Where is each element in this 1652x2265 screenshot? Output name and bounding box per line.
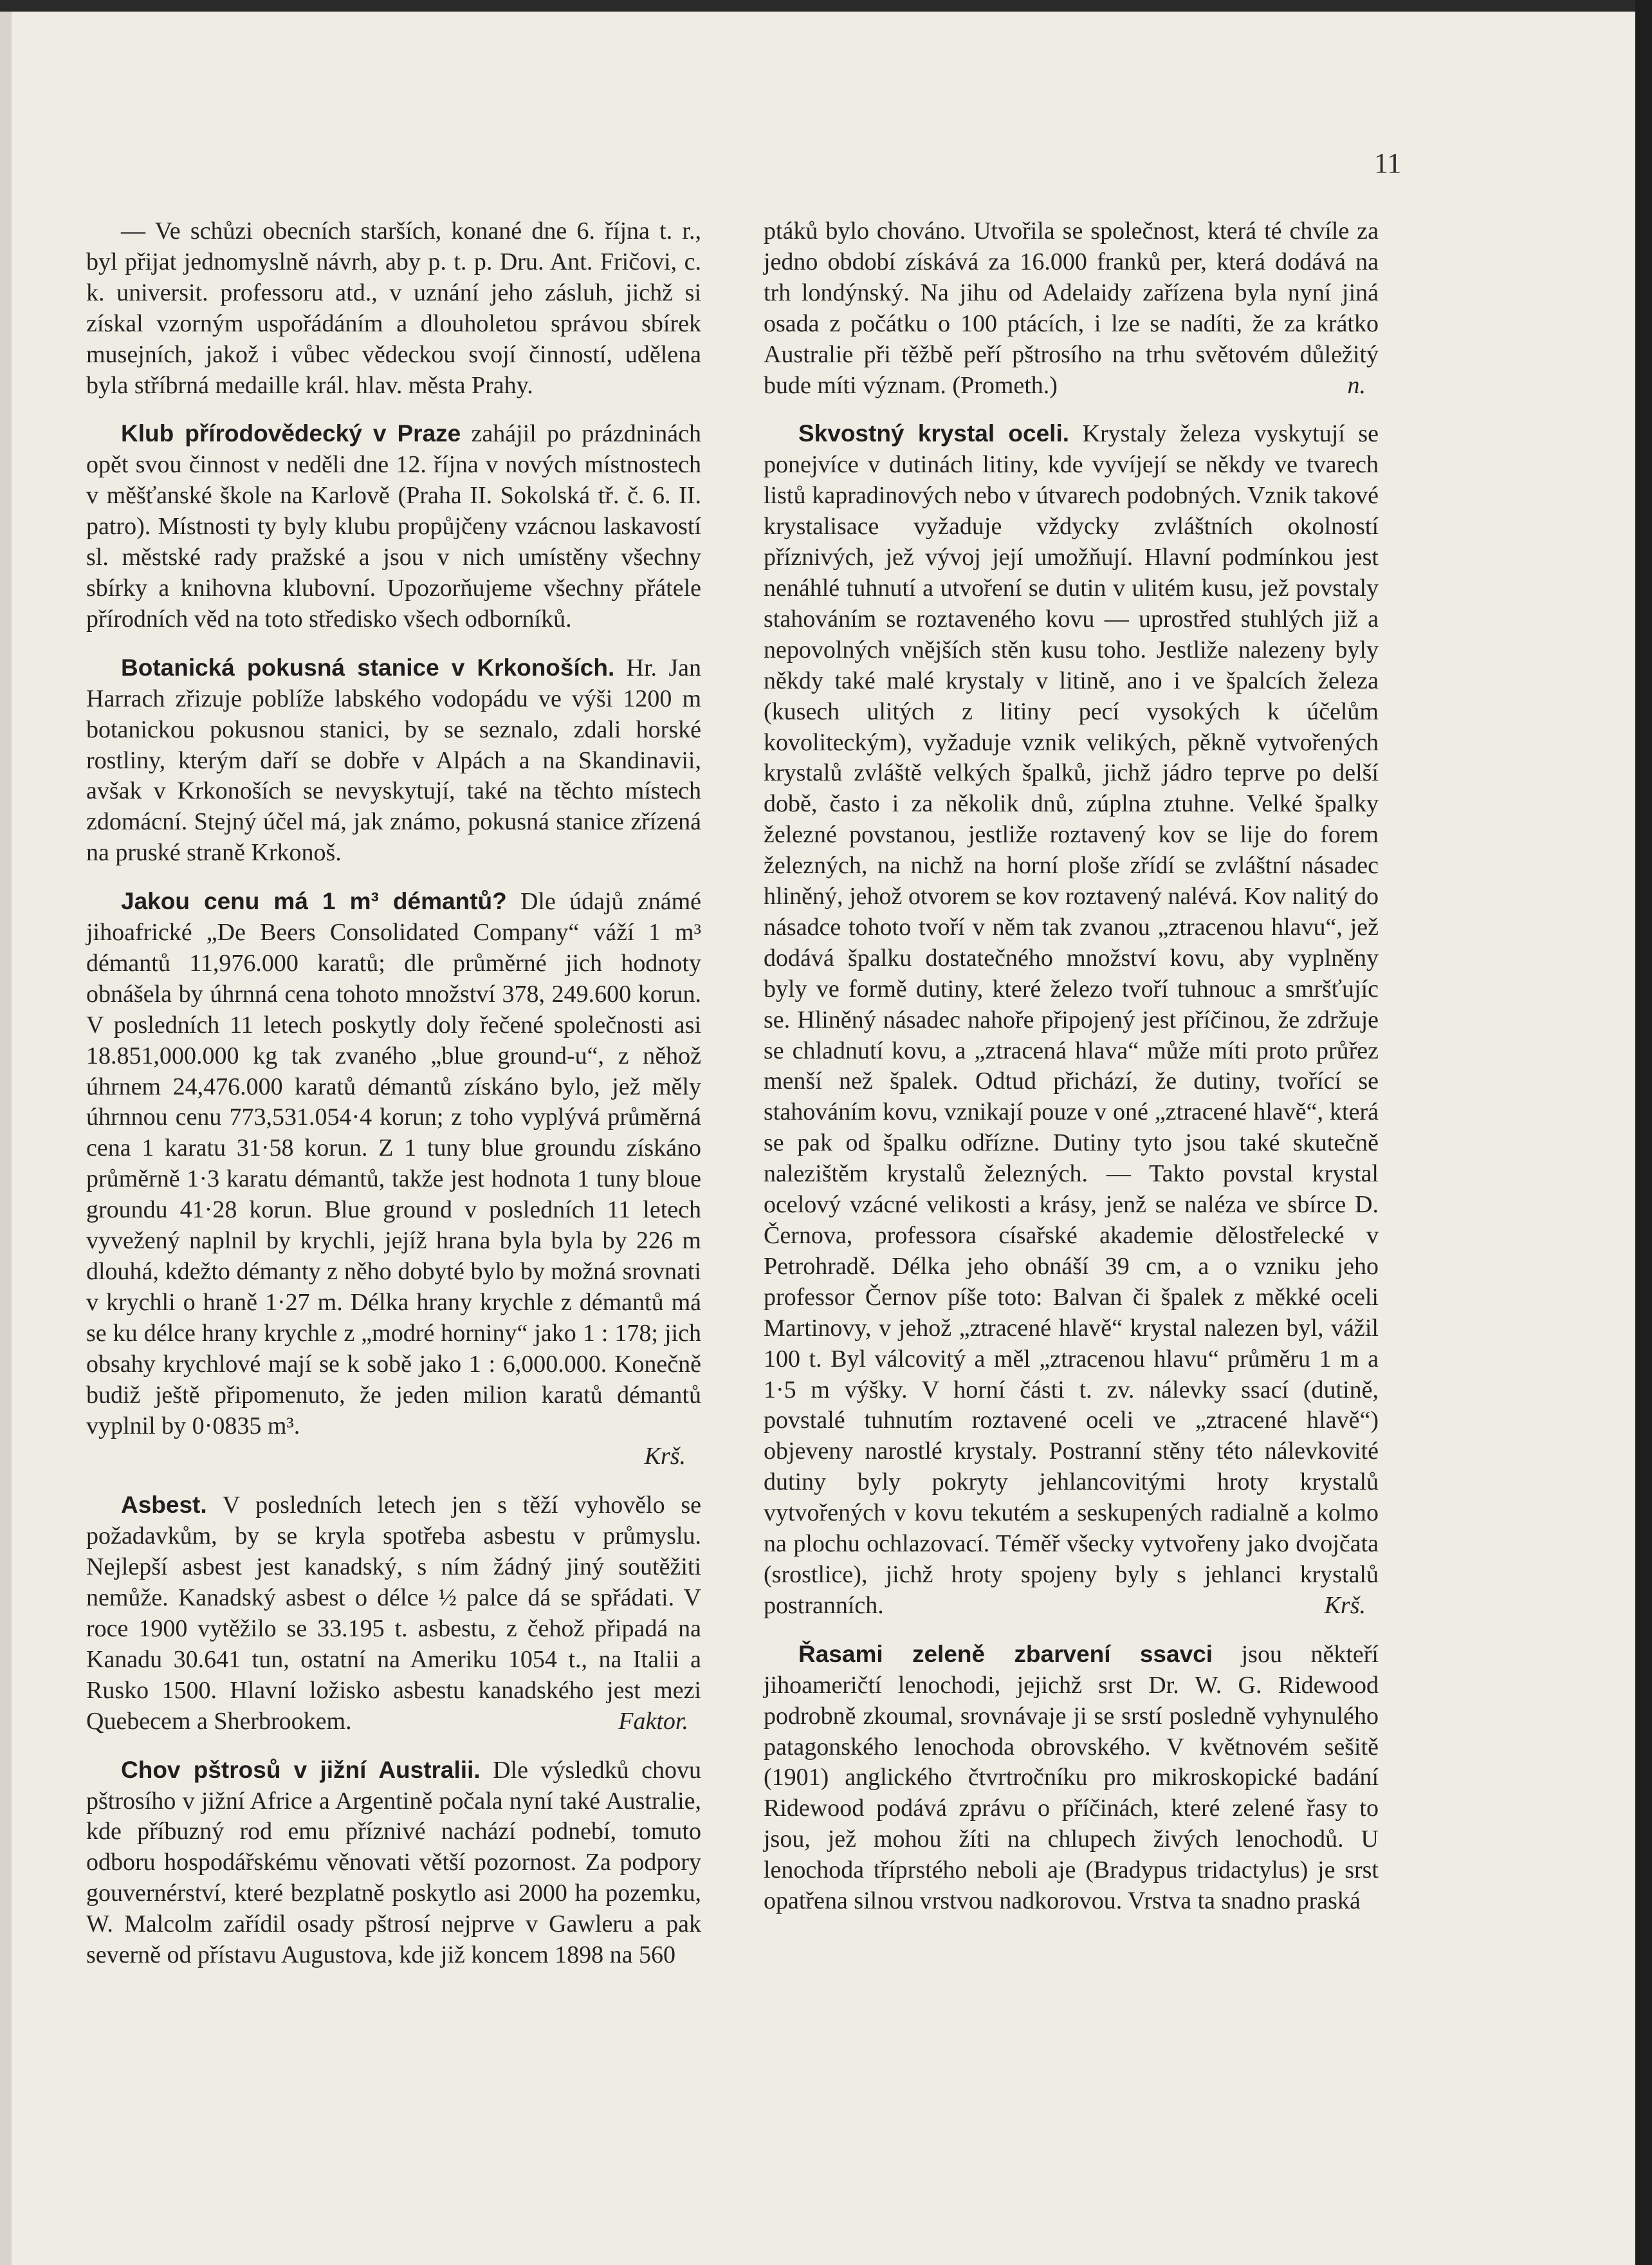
article-chov — [86, 1755, 701, 1971]
scan-edge-top — [0, 0, 1652, 12]
heading-botanicka: Botanická pokusná stanice v Krkonoších. — [121, 654, 615, 681]
heading-skvostny: Skvostný krystal oceli. — [798, 420, 1070, 447]
left-column — [86, 216, 701, 1971]
scan-edge-right — [1635, 0, 1652, 2265]
article-jakou — [86, 886, 701, 1472]
article-rasami — [764, 1639, 1379, 1917]
text-rasami: jsou někteří jihoameričtí lenochodi, jejichž srst Dr. W. G. Ridewood podrobně zkoumal, srovnávaje ji se srstí posledně vyhynulého patagonského lenochoda obrovského. V květnovém sešitě (1901) anglického čtvrtročníku pro mikroskopické badání Ridewood podává zprávu o příčinách, které zelené řasy to jsou, jež mohou žíti na chlupech živých lenochodů. U lenochoda tříprstého neboli aje (Bradypus tridactylus) je srst opatřena silnou vrstvou nadkorovou. Vrstva ta snadno praská — [764, 1640, 1379, 1915]
text-asbest: V posledních letech jen s těží vyhovělo se požadavkům, by se kryla spotřeba asbestu v průmyslu. Nejlepší asbest jest kanadský, s ním žádný jiný soutěžiti nemůže. Kanadský asbest o délce ½ palce dá se spřádati. V roce 1900 vytěžilo se 33.195 t. asbestu, z čehož připadá na Kanadu 30.641 tun, ostatní na Ameriku 1054 t., na Italii a Rusko 1500. Hlavní ložisko asbestu kanadského jest mezi Quebecem a Sherbrookem. — [86, 1492, 701, 1735]
text-chov-continued: ptáků bylo chováno. Utvořila se společnost, která té chvíle za jedno období získává za 16.000 franků per, která dodává na trh londýnský. Na jihu od Adelaidy zařízena byla nyní jiná osada z počátku o 100 ptácích, i lze se nadíti, že za krátko Australie při těžbě peří pštrosího na trhu světovém důležitý bude míti význam. (Prometh.) — [764, 217, 1379, 399]
signature-chov: n. — [1347, 371, 1366, 399]
heading-chov: Chov pštrosů v jižní Australii. — [121, 1756, 481, 1783]
heading-jakou: Jakou cenu má 1 m³ démantů? — [121, 888, 507, 915]
right-column — [764, 216, 1379, 1917]
text-jakou: Dle údajů známé jihoafrické „De Beers Consolidated Company“ váží 1 m³ démantů 11,976.000 karatů; dle průměrné jich hodnoty obnášela by úhrnná cena tohoto množství 378, 249.600 korun. V posledních 11 letech poskytly doly řečené společnosti asi 18.851,000.000 kg tak zvaného „blue ground-u“, z něhož úhrnem 24,476.000 karatů démantů získáno bylo, jež měly úhrnnou cenu 773,531.054·4 korun; z toho vyplývá průměrná cena 1 karatu 31·58 korun. Z 1 tuny blue groundu získáno průměrně 1·3 karatu démantů, takže jest hodnota 1 tuny bloue groundu 41·28 korun. Blue ground v posledních 11 letech vyvežený naplnil by krychli, jejíž hrana byla byla by 226 m dlouhá, kdežto démanty z něho dobyté bylo by možná srovnati v krychli o hraně 1·27 m. Délka hrany krychle z démantů má se ku délce hrany krychle z „modré horniny“ jako 1 : 178; jich obsahy krychlové mají se k sobě jako 1 : 6,000.000. Konečně budiž ještě připomenuto, že jeden milion karatů démantů vyplnil by 0·0835 m³. — [86, 888, 702, 1439]
article-skvostny — [764, 418, 1379, 1621]
text-skvostny: Krystaly železa vyskytují se ponejvíce v dutinách litiny, kde vyvíjejí se někdy ve tvarech listů kapradinových nebo v útvarech podobných. Vznik takové krystalisace vyžaduje vždycky zvláštních okolností příznivých, jež vývoj její umožňují. Hlavní podmínkou jest nenáhlé tuhnutí a utvoření se dutin v ulitém kusu, jež povstaly stahováním se roztaveného kovu — uprostřed stuhlých již a nepovolných vnějších stěn kusu toho. Jestliže nalezeny byly někdy také malé krystaly v litině, ano i ve špalcích železa (kusech ulitých z litiny pecí vysokých k účelům kovoliteckým), vyžaduje vznik velikých, pěkně vytvořených krystalů zvláště velkých špalků, jichž jádro teprve po delší době, často i za několik dnů, zúplna ztuhne. Velké špalky železné povstanou, jestliže roztavený kov se lije do forem železných, na nichž na horní ploše zřídí se zvláštní násadec hliněný, jehož otvorem se kov roztavený nalévá. Kov nalitý do násadce tohoto tvoří v něm tak zvanou „ztracenou hlavu“, jež dodává špalku dostatečného množství kovu, aby vyplněny byly ve formě dutiny, které železo tvoří tuhnouc a smršťujíc se. Hliněný násadec nahoře připojený jest příčinou, že zdržuje se chladnutí kovu, a „ztracená hlava“ může míti proto průřez menší než špalek. Odtud přichází, že dutiny, tvořící se stahováním kovu, vznikají pouze v oné „ztracené hlavě“, která se pak od špalku odřízne. Dutiny tyto jsou také skutečně nalezištěm krystalů železných. — Takto povstal krystal ocelový vzácné velikosti a krásy, jenž se naléza ve sbírce D. Černova, professora císařské akademie dělostřelecké v Petrohradě. Délka jeho obnáší 39 cm, a o vzniku jeho professor Černov píše toto: Balvan či špalek z měkké oceli Martinovy, v jehož „ztracené hlavě“ krystal nalezen byl, vážil 100 t. Byl válcovitý a měl „ztracenou hlavu“ průměru 1 m a 1·5 m výšky. V horní části t. zv. nálevky ssací (dutině, povstalé tuhnutím roztavené oceli ve „ztracené hlavě“) objeveny narostlé krystaly. Postranní stěny této nálevkovité dutiny byly pokryty jehlancovitými hroty krystalů vytvořených v kovu tekutém a seskupených radialně a kolmo na plochu ochlazovací. Téměř všecky vytvořeny jako dvojčata (srostlice), jichž hroty spojeny byly s jehlanci krystalů postranních. — [764, 420, 1379, 1619]
article-chov-continued — [764, 216, 1379, 401]
article-botanicka — [86, 652, 701, 869]
article-fric-medal: — Ve schůzi obecních starších, konané dne 6. října t. r., byl přijat jednomyslně návrh, aby p. t. p. Dru. Ant. Fričovi, c. k. universit. professoru atd., v uznání jeho zásluh, jichž si získal vzorným uspořádáním a dlouholetou správou sbírek musejních, jakož i vůbec vědeckou svojí činností, udělena byla stříbrná medaille král. hlav. města Prahy. — [86, 217, 701, 399]
text-botanicka: Hr. Jan Harrach zřizuje poblíže labského vodopádu ve výši 1200 m botanickou pokusnou stanici, by se seznalo, zdali horské rostliny, kterým daří se dobře v Alpách a na Skandinavii, avšak v Krkonoších se nevyskytují, také na těchto místech zdomácní. Stejný účel má, jak známo, pokusná stanice zřízená na pruské straně Krkonoš. — [86, 654, 702, 867]
signature-asbest: Faktor. — [618, 1707, 688, 1735]
heading-rasami: Řasami zeleně zbarvení ssavci — [798, 1640, 1213, 1667]
text-klub: zahájil po prázdninách opět svou činnost v neděli dne 12. října v nových místnostech v měšťanské škole na Karlově (Praha II. Sokolská tř. č. 6. II. patro). Místnosti ty byly klubu propůjčeny vzácnou laskavostí sl. městské rady pražské a jsou v nich umístěny všechny sbírky a knihovna klubovní. Upozorňujeme všechny přátele přírodních věd na toto středisko všech odborníků. — [86, 420, 702, 633]
heading-asbest: Asbest. — [121, 1492, 207, 1519]
page-number: 11 — [1374, 147, 1402, 179]
heading-klub: Klub přírodovědecký v Praze — [121, 420, 461, 447]
page — [12, 12, 1635, 2265]
article-klub — [86, 418, 701, 634]
signature-skvostny: Krš. — [1324, 1591, 1366, 1619]
article-asbest — [86, 1490, 701, 1737]
signature-jakou: Krš. — [644, 1443, 686, 1470]
text-chov: Dle výsledků chovu pštrosího v jižní Africe a Argentině počala nyní také Australie, kde příbuzný rod emu příznivé nachází podnebí, tomuto odboru hospodářskému věnovati větší pozornost. Za podpory gouvernérství, které bezplatně poskytlo asi 2000 ha pozemku, W. Malcolm zařídil osady pštrosí nejprve v Gawleru a pak severně od přístavu Augustova, kde již koncem 1898 na 560 — [86, 1756, 701, 1969]
